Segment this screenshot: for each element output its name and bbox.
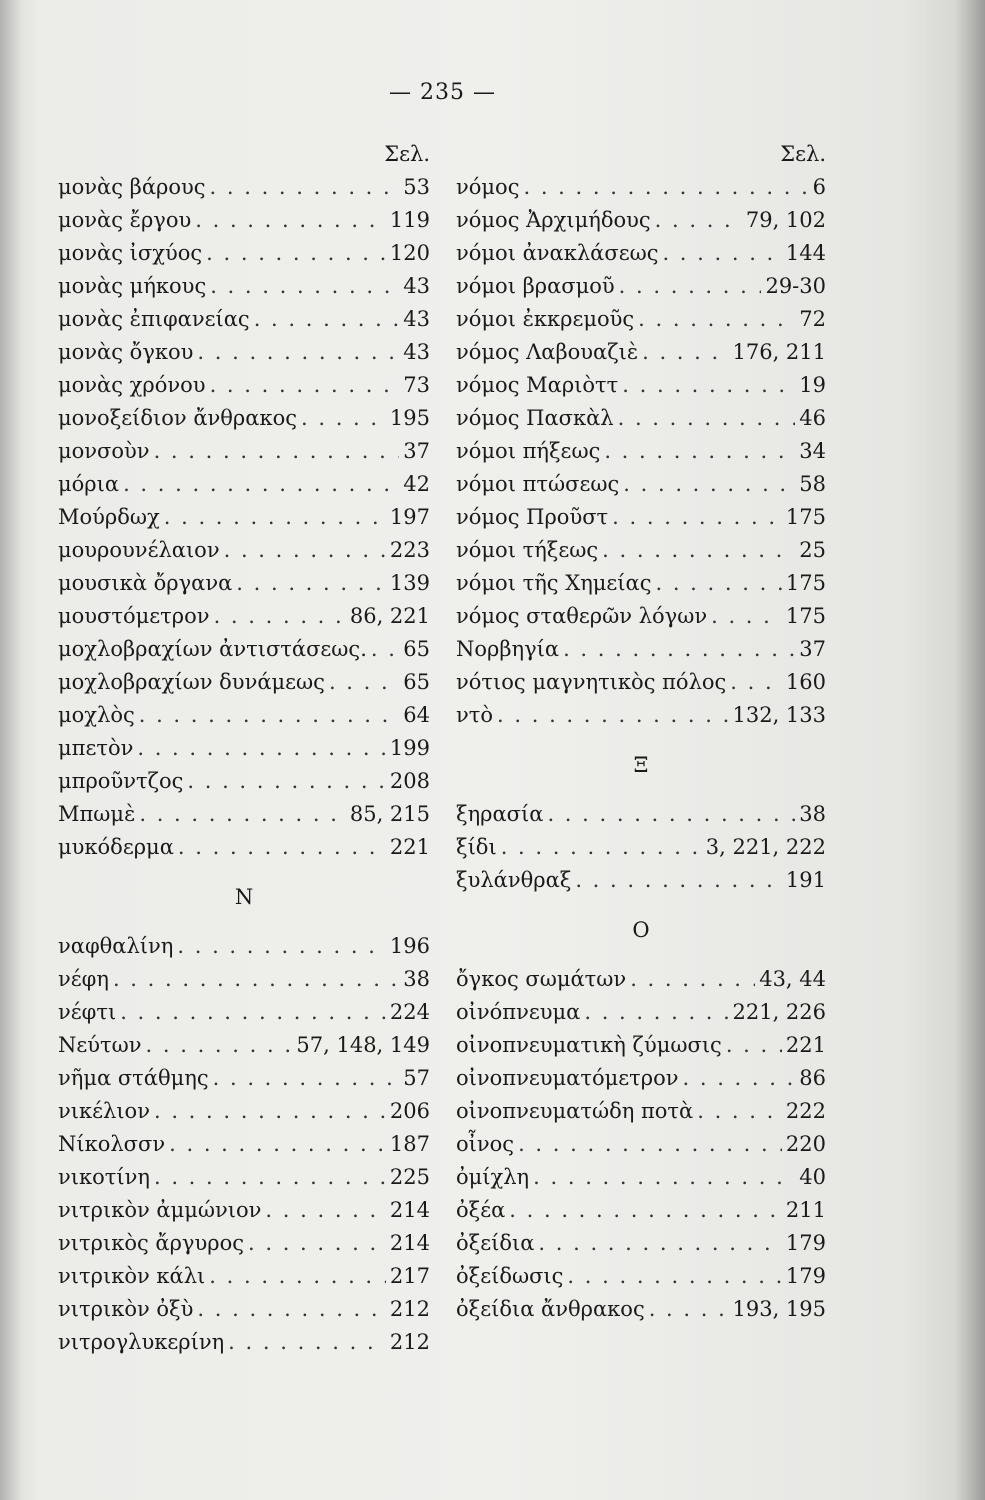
page-reference: 176, 211 xyxy=(732,340,826,364)
page-reference: 212 xyxy=(389,1330,430,1354)
leader-dots xyxy=(619,270,762,303)
leader-dots xyxy=(655,204,742,237)
leader-dots xyxy=(187,765,386,798)
page-reference: 64 xyxy=(403,703,430,727)
index-term: νέφτι xyxy=(58,1000,117,1024)
leader-dots xyxy=(567,1260,781,1293)
index-entry xyxy=(456,567,826,600)
index-term: μουστόμετρον xyxy=(58,604,210,628)
leader-dots xyxy=(206,237,386,270)
page-reference: 220 xyxy=(785,1132,826,1156)
page-reference: 214 xyxy=(389,1198,430,1222)
page-reference: 40 xyxy=(799,1165,826,1189)
index-entry xyxy=(456,1062,826,1095)
index-term: νιτρικὸς ἄργυρος xyxy=(58,1231,244,1255)
page-reference: 86, 221 xyxy=(349,604,430,628)
leader-dots xyxy=(139,699,400,732)
leader-dots xyxy=(120,996,386,1029)
page-reference: 73 xyxy=(403,373,430,397)
leader-dots xyxy=(649,1293,729,1326)
page-reference: 86 xyxy=(799,1066,826,1090)
index-term: μονὰς ὄγκου xyxy=(58,340,194,364)
index-entry xyxy=(456,270,826,303)
index-term: ξίδι xyxy=(456,835,497,859)
index-entry xyxy=(58,237,430,270)
page-reference: 58 xyxy=(799,472,826,496)
index-term: νόμος Πασκὰλ xyxy=(456,406,614,430)
index-term: μονὰς μήκους xyxy=(58,274,207,298)
page-reference: 132, 133 xyxy=(732,703,826,727)
page-reference: 175 xyxy=(785,571,826,595)
index-entry xyxy=(456,402,826,435)
page-reference: 25 xyxy=(799,538,826,562)
leader-dots xyxy=(618,402,796,435)
index-term: νικέλιον xyxy=(58,1099,150,1123)
leader-dots xyxy=(638,303,795,336)
page-reference: 223 xyxy=(389,538,430,562)
page-reference: 120 xyxy=(389,241,430,265)
index-entry xyxy=(456,336,826,369)
leader-dots xyxy=(497,699,728,732)
page-reference: 197 xyxy=(389,505,430,529)
index-term: μονὰς ἔργου xyxy=(58,208,192,232)
index-entry xyxy=(456,1194,826,1227)
leader-dots xyxy=(177,930,386,963)
leader-dots xyxy=(301,402,386,435)
index-entry xyxy=(58,369,430,402)
index-entry xyxy=(456,468,826,501)
page-reference: 43 xyxy=(403,340,430,364)
index-entry xyxy=(456,1260,826,1293)
index-term: μονοξείδιον ἄνθρακος xyxy=(58,406,297,430)
leader-dots xyxy=(575,864,782,897)
index-term: μοχλοβραχίων ἀντιστάσεως. xyxy=(58,637,367,661)
index-term: νόμος Ἀρχιμήδους xyxy=(456,208,651,232)
leader-dots xyxy=(563,633,795,666)
index-term: μυκόδερμα xyxy=(58,835,174,859)
index-term: νόμος σταθερῶν λόγων xyxy=(456,604,708,628)
leader-dots xyxy=(213,1062,400,1095)
index-term: νόμοι πτώσεως xyxy=(456,472,620,496)
index-entry xyxy=(58,468,430,501)
leader-dots xyxy=(518,1128,782,1161)
page-reference: 179 xyxy=(785,1264,826,1288)
index-term: μονὰς βάρους xyxy=(58,175,206,199)
leader-dots xyxy=(154,1161,386,1194)
leader-dots xyxy=(146,1029,293,1062)
page-reference: 212 xyxy=(389,1297,430,1321)
section-letter: Ξ xyxy=(633,753,649,777)
leader-dots xyxy=(655,567,781,600)
leader-dots xyxy=(642,336,728,369)
index-term: νόμος Μαριὸττ xyxy=(456,373,619,397)
page-reference: 211 xyxy=(785,1198,826,1222)
leader-dots xyxy=(697,1095,782,1128)
leader-dots xyxy=(547,798,795,831)
index-entry xyxy=(456,996,826,1029)
index-term: οἰνόπνευμα xyxy=(456,1000,581,1024)
index-entry xyxy=(456,831,826,864)
index-entry xyxy=(456,798,826,831)
index-entry xyxy=(456,534,826,567)
leader-dots xyxy=(265,1194,385,1227)
leader-dots xyxy=(523,171,808,204)
index-term: νότιος μαγνητικὸς πόλος xyxy=(456,670,727,694)
index-term: μονὰς χρόνου xyxy=(58,373,206,397)
leader-dots xyxy=(214,600,346,633)
index-term: ξηρασία xyxy=(456,802,544,826)
page-reference: 144 xyxy=(785,241,826,265)
leader-dots xyxy=(711,600,782,633)
index-term: Μούρδωχ xyxy=(58,505,160,529)
index-term: νόμοι ἀνακλάσεως xyxy=(456,241,659,265)
index-term: νόμοι βρασμοῦ xyxy=(456,274,615,298)
page-reference: 37 xyxy=(799,637,826,661)
leader-dots xyxy=(726,1029,782,1062)
leader-dots xyxy=(371,633,399,666)
index-entry xyxy=(58,1227,430,1260)
index-term: μουσικὰ ὄργανα xyxy=(58,571,233,595)
leader-dots xyxy=(538,1227,782,1260)
index-entry xyxy=(58,1161,430,1194)
index-entry xyxy=(456,501,826,534)
page-reference: 179 xyxy=(785,1231,826,1255)
index-entry xyxy=(58,336,430,369)
leader-dots xyxy=(169,1128,386,1161)
index-entry xyxy=(456,237,826,270)
page-reference: 119 xyxy=(389,208,430,232)
leader-dots xyxy=(178,831,386,864)
index-term: ὀξείδωσις xyxy=(456,1264,564,1288)
page-reference: 195 xyxy=(389,406,430,430)
index-entry xyxy=(456,1128,826,1161)
index-entry xyxy=(58,501,430,534)
index-entry xyxy=(456,1293,826,1326)
leader-dots xyxy=(210,171,400,204)
leader-dots xyxy=(209,1260,386,1293)
index-term: ναφθαλίνη xyxy=(58,934,174,958)
index-term: ὄγκος σωμάτων xyxy=(456,967,627,991)
leader-dots xyxy=(210,270,399,303)
leader-dots xyxy=(210,369,400,402)
leader-dots xyxy=(228,1326,386,1359)
index-entry xyxy=(58,798,430,831)
leader-dots xyxy=(224,534,386,567)
index-term: μονσοὺν xyxy=(58,439,150,463)
index-entry xyxy=(58,1128,430,1161)
index-entry xyxy=(58,534,430,567)
index-term: νόμοι τῆς Χημείας xyxy=(456,571,652,595)
page-reference: 43 xyxy=(403,274,430,298)
index-entry xyxy=(456,633,826,666)
index-term: νόμοι ἐκκρεμοῦς xyxy=(456,307,635,331)
index-entry xyxy=(456,666,826,699)
leader-dots xyxy=(248,1227,386,1260)
index-term: νέφη xyxy=(58,967,109,991)
index-term: μπετὸν xyxy=(58,736,134,760)
page-reference: 38 xyxy=(403,967,430,991)
leader-dots xyxy=(113,963,399,996)
index-entry xyxy=(58,1260,430,1293)
index-term: Νορβηγία xyxy=(456,637,560,661)
page-reference: 139 xyxy=(389,571,430,595)
index-term: νόμοι τήξεως xyxy=(456,538,599,562)
leader-dots xyxy=(612,501,782,534)
page-reference: 221 xyxy=(785,1033,826,1057)
section-letter: O xyxy=(632,918,650,942)
index-entry xyxy=(58,831,430,864)
page-reference: 42 xyxy=(403,472,430,496)
index-entry xyxy=(58,1062,430,1095)
page-reference: 224 xyxy=(389,1000,430,1024)
leader-dots xyxy=(154,1095,386,1128)
leader-dots xyxy=(604,435,795,468)
index-term: νόμος xyxy=(456,175,520,199)
index-entry xyxy=(58,1293,430,1326)
index-term: νιτρικὸν κάλι xyxy=(58,1264,206,1288)
index-term: νόμος Προῦστ xyxy=(456,505,609,529)
index-entry xyxy=(58,600,430,633)
index-entry xyxy=(58,303,430,336)
index-term: ὀξέα xyxy=(456,1198,506,1222)
index-term: ὀμίχλη xyxy=(456,1165,530,1189)
leader-dots xyxy=(630,963,755,996)
leader-dots xyxy=(602,534,795,567)
page-reference: 191 xyxy=(785,868,826,892)
page-reference: 43, 44 xyxy=(759,967,826,991)
index-entry xyxy=(58,1194,430,1227)
index-term: ὀξείδια ἄνθρακος xyxy=(456,1297,645,1321)
leader-dots xyxy=(730,666,782,699)
page-reference: 85, 215 xyxy=(349,802,430,826)
leader-dots xyxy=(123,468,399,501)
leader-dots xyxy=(683,1062,796,1095)
index-term: νῆμα στάθμης xyxy=(58,1066,209,1090)
index-term: νόμοι πήξεως xyxy=(456,439,601,463)
page-reference: 79, 102 xyxy=(745,208,826,232)
index-term: νόμος Λαβουαζιὲ xyxy=(456,340,639,364)
index-term: οἰνοπνευματόμετρον xyxy=(456,1066,679,1090)
page-reference: 196 xyxy=(389,934,430,958)
index-entry xyxy=(58,435,430,468)
index-entry xyxy=(58,633,430,666)
leader-dots xyxy=(139,798,345,831)
leader-dots xyxy=(236,567,386,600)
index-term: Νεύτων xyxy=(58,1033,142,1057)
index-entry xyxy=(456,303,826,336)
index-term: ὀξείδια xyxy=(456,1231,535,1255)
page-reference: 214 xyxy=(389,1231,430,1255)
page-reference: 43 xyxy=(403,307,430,331)
page-reference: 160 xyxy=(785,670,826,694)
page-reference: 34 xyxy=(799,439,826,463)
index-entry xyxy=(456,1095,826,1128)
page-edge-shadow xyxy=(955,0,985,1500)
index-entry xyxy=(58,171,430,204)
page-reference: 38 xyxy=(799,802,826,826)
index-term: μουρουνέλαιον xyxy=(58,538,220,562)
index-entry xyxy=(58,666,430,699)
page-reference: 208 xyxy=(389,769,430,793)
page-reference: 199 xyxy=(389,736,430,760)
page-reference: 175 xyxy=(785,505,826,529)
index-term: οἰνοπνευματώδη ποτὰ xyxy=(456,1099,694,1123)
page-reference: 29-30 xyxy=(765,274,826,298)
index-term: οἰνοπνευματικὴ ζύμωσις xyxy=(456,1033,722,1057)
index-entry xyxy=(58,732,430,765)
index-term: Μπωμὲ xyxy=(58,802,136,826)
leader-dots xyxy=(154,435,400,468)
leader-dots xyxy=(662,237,781,270)
section-letter: N xyxy=(234,885,254,909)
spine-shadow xyxy=(0,0,22,1500)
index-term: νιτρογλυκερίνη xyxy=(58,1330,225,1354)
leader-dots xyxy=(584,996,728,1029)
index-entry xyxy=(58,930,430,963)
page-reference: 217 xyxy=(389,1264,430,1288)
page-reference: 175 xyxy=(785,604,826,628)
page-reference: 19 xyxy=(799,373,826,397)
index-entry xyxy=(58,996,430,1029)
page-reference: 206 xyxy=(389,1099,430,1123)
index-entry xyxy=(456,1227,826,1260)
index-term: μπροῦντζος xyxy=(58,769,184,793)
index-entry xyxy=(456,435,826,468)
index-entry xyxy=(456,864,826,897)
page-reference: 57, 148, 149 xyxy=(296,1033,430,1057)
page-number: — 235 — xyxy=(389,80,496,105)
index-term: νιτρικὸν ἀμμώνιον xyxy=(58,1198,262,1222)
index-term: μοχλοβραχίων δυνάμεως xyxy=(58,670,325,694)
index-term: ντὸ xyxy=(456,703,494,727)
page-reference: 37 xyxy=(403,439,430,463)
leader-dots xyxy=(164,501,386,534)
index-entry xyxy=(58,1029,430,1062)
leader-dots xyxy=(137,732,386,765)
leader-dots xyxy=(622,369,795,402)
index-term: ξυλάνθραξ xyxy=(456,868,572,892)
index-term: οἶνος xyxy=(456,1132,515,1156)
page-reference: 3, 221, 222 xyxy=(705,835,826,859)
index-entry xyxy=(58,1326,430,1359)
page-reference: 46 xyxy=(799,406,826,430)
index-entry xyxy=(456,1161,826,1194)
page-reference: 65 xyxy=(403,637,430,661)
page-reference: 221, 226 xyxy=(732,1000,826,1024)
index-entry xyxy=(58,270,430,303)
page-reference: 225 xyxy=(389,1165,430,1189)
leader-dots xyxy=(197,1293,386,1326)
leader-dots xyxy=(501,831,702,864)
page-reference: 222 xyxy=(785,1099,826,1123)
page-reference: 193, 195 xyxy=(732,1297,826,1321)
index-term: Νίκολσσν xyxy=(58,1132,166,1156)
index-entry xyxy=(58,765,430,798)
index-entry xyxy=(58,1095,430,1128)
index-column-left xyxy=(58,138,430,1359)
index-entry xyxy=(456,1029,826,1062)
index-entry xyxy=(58,963,430,996)
column-header-pages: Σελ. xyxy=(780,142,826,166)
index-term: νιτρικὸν ὀξὺ xyxy=(58,1297,194,1321)
index-term: νικοτίνη xyxy=(58,1165,150,1189)
index-entry xyxy=(456,699,826,732)
index-entry xyxy=(456,963,826,996)
leader-dots xyxy=(197,336,399,369)
index-entry xyxy=(456,204,826,237)
page-reference: 57 xyxy=(403,1066,430,1090)
index-column-right xyxy=(456,138,826,1326)
index-entry xyxy=(58,204,430,237)
leader-dots xyxy=(509,1194,782,1227)
index-entry xyxy=(456,600,826,633)
column-header-pages: Σελ. xyxy=(384,142,430,166)
index-term: μονὰς ἐπιφανείας xyxy=(58,307,250,331)
page-reference: 72 xyxy=(799,307,826,331)
leader-dots xyxy=(533,1161,795,1194)
leader-dots xyxy=(195,204,386,237)
leader-dots xyxy=(623,468,795,501)
page-reference: 221 xyxy=(389,835,430,859)
index-entry xyxy=(58,699,430,732)
index-term: μοχλὸς xyxy=(58,703,135,727)
page-reference: 65 xyxy=(403,670,430,694)
leader-dots xyxy=(329,666,399,699)
index-entry xyxy=(456,171,826,204)
index-term: μονὰς ἰσχύος xyxy=(58,241,203,265)
page-reference: 6 xyxy=(812,175,826,199)
index-term: μόρια xyxy=(58,472,120,496)
leader-dots xyxy=(254,303,400,336)
index-entry xyxy=(58,402,430,435)
index-entry xyxy=(456,369,826,402)
page-reference: 53 xyxy=(403,175,430,199)
index-entry xyxy=(58,567,430,600)
page-reference: 187 xyxy=(389,1132,430,1156)
